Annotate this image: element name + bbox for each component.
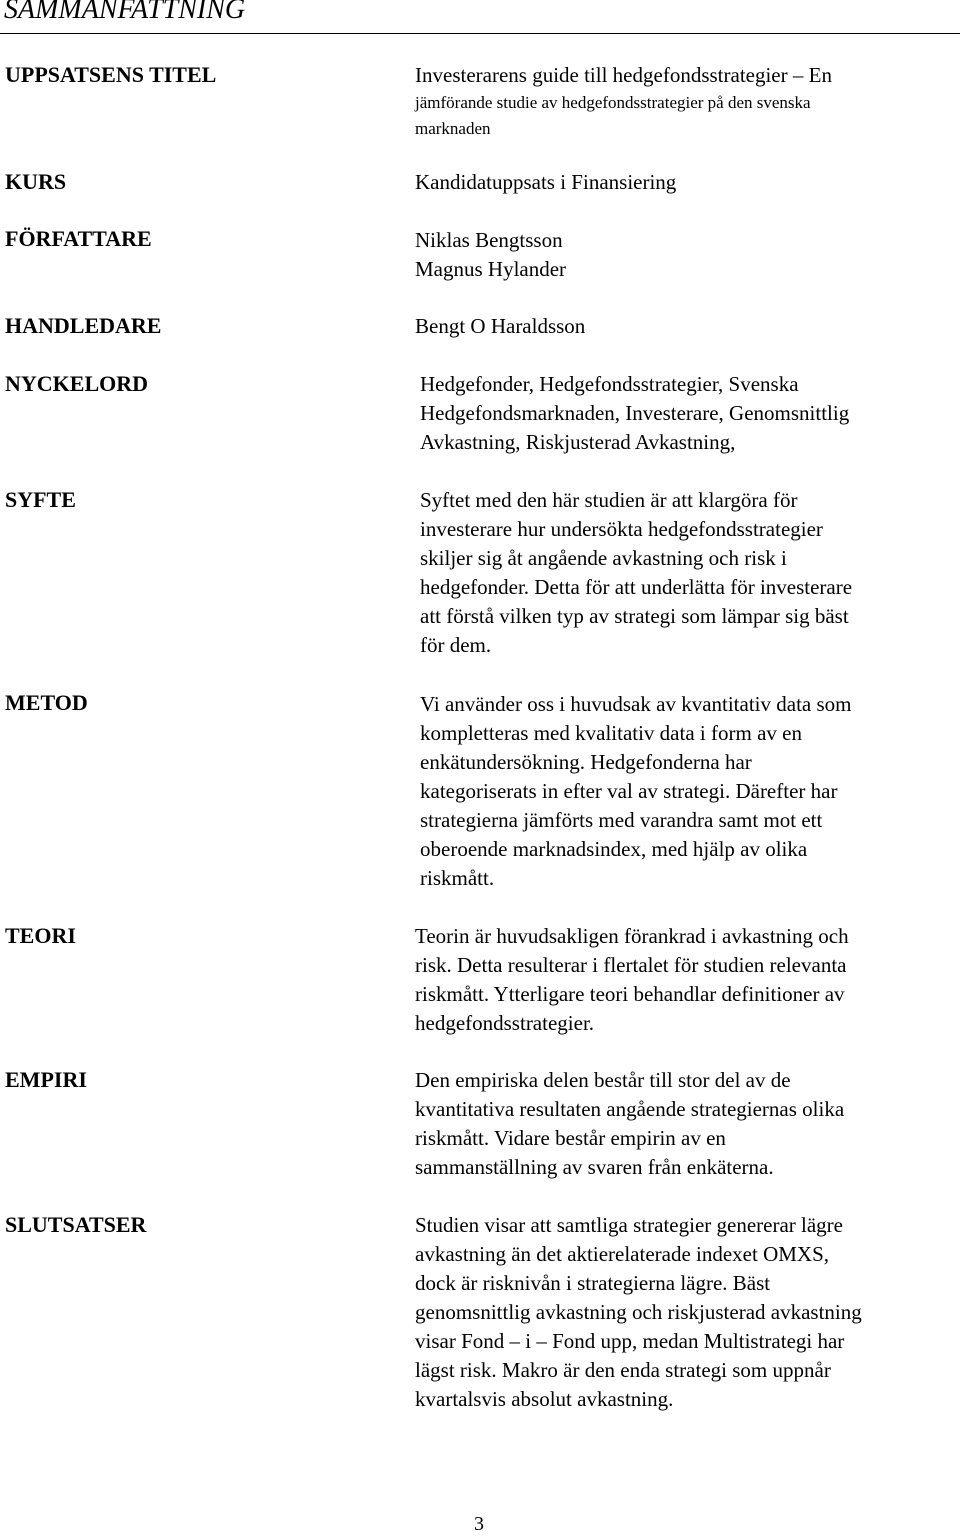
empiri-line: sammanställning av svaren från enkäterna. bbox=[415, 1155, 774, 1179]
label-metod: METOD bbox=[5, 690, 88, 715]
metod-line: strategierna jämförts med varandra samt mot ett bbox=[420, 808, 823, 832]
label-slutsatser: SLUTSATSER bbox=[5, 1212, 147, 1237]
label-teori: TEORI bbox=[5, 923, 76, 948]
value-handledare bbox=[415, 312, 955, 341]
empiri-line: Den empiriska delen består till stor del av de bbox=[415, 1068, 791, 1092]
teori-line: hedgefondsstrategier. bbox=[415, 1011, 595, 1035]
slutsatser-line: dock är risknivån i strategierna lägre. Bäst bbox=[415, 1271, 771, 1295]
slutsatser-line: Studien visar att samtliga strategier genererar lägre bbox=[415, 1213, 843, 1237]
syfte-line: hedgefonder. Detta för att underlätta för investerare bbox=[420, 575, 853, 599]
teori-line: Teorin är huvudsakligen förankrad i avkastning och bbox=[415, 924, 849, 948]
titel-line: jämförande studie av hedgefondsstrategier på den svenska bbox=[415, 93, 811, 112]
value-slutsatser bbox=[415, 1211, 955, 1414]
forfattare-line: Magnus Hylander bbox=[415, 257, 567, 281]
label-forfattare: FÖRFATTARE bbox=[5, 226, 152, 251]
page-title: SAMMANFATTNING bbox=[4, 0, 246, 25]
syfte-line: skiljer sig åt angående avkastning och risk i bbox=[420, 546, 787, 570]
metod-line: kompletteras med kvalitativ data i form av en bbox=[420, 721, 802, 745]
title-rule bbox=[0, 33, 960, 34]
metod-line: riskmått. bbox=[420, 866, 495, 890]
value-nyckelord bbox=[420, 370, 960, 457]
slutsatser-line: lägst risk. Makro är den enda strategi som uppnår bbox=[415, 1358, 831, 1382]
empiri-line: kvantitativa resultaten angående strategiernas olika bbox=[415, 1097, 845, 1121]
slutsatser-line: visar Fond – i – Fond upp, medan Multistrategi har bbox=[415, 1329, 845, 1353]
metod-line: kategoriserats in efter val av strategi. Därefter har bbox=[420, 779, 838, 803]
syfte-line: för dem. bbox=[420, 633, 492, 657]
syfte-line: att förstå vilken typ av strategi som lämpar sig bäst bbox=[420, 604, 849, 628]
teori-line: risk. Detta resulterar i flertalet för studien relevanta bbox=[415, 953, 847, 977]
value-forfattare bbox=[415, 226, 955, 284]
nyckelord-line: Hedgefondsmarknaden, Investerare, Genomsnittlig bbox=[420, 401, 850, 425]
label-nyckelord: NYCKELORD bbox=[5, 371, 149, 396]
label-kurs: KURS bbox=[5, 169, 67, 194]
value-teori bbox=[415, 922, 955, 1038]
slutsatser-line: kvartalsvis absolut avkastning. bbox=[415, 1387, 674, 1411]
teori-line: riskmått. Ytterligare teori behandlar definitioner av bbox=[415, 982, 845, 1006]
label-titel: UPPSATSENS TITEL bbox=[5, 62, 217, 87]
syfte-line: investerare hur undersökta hedgefondsstrategier bbox=[420, 517, 823, 541]
metod-line: enkätundersökning. Hedgefonderna har bbox=[420, 750, 752, 774]
titel-line: Investerarens guide till hedgefondsstrategier – En bbox=[415, 63, 832, 87]
label-handledare: HANDLEDARE bbox=[5, 313, 162, 338]
page-number: 3 bbox=[474, 1513, 484, 1535]
value-metod bbox=[420, 690, 960, 893]
nyckelord-line: Hedgefonder, Hedgefondsstrategier, Svenska bbox=[420, 372, 799, 396]
nyckelord-line: Avkastning, Riskjusterad Avkastning, bbox=[420, 430, 736, 454]
value-empiri bbox=[415, 1066, 955, 1182]
handledare-line: Bengt O Haraldsson bbox=[415, 314, 586, 338]
label-empiri: EMPIRI bbox=[5, 1067, 87, 1092]
value-syfte bbox=[420, 486, 960, 660]
metod-line: Vi använder oss i huvudsak av kvantitativ data som bbox=[420, 692, 852, 716]
value-titel bbox=[415, 61, 955, 142]
empiri-line: riskmått. Vidare består empirin av en bbox=[415, 1126, 726, 1150]
syfte-line: Syftet med den här studien är att klargöra för bbox=[420, 488, 798, 512]
titel-line: marknaden bbox=[415, 119, 491, 138]
value-kurs bbox=[415, 168, 955, 197]
label-syfte: SYFTE bbox=[5, 487, 76, 512]
kurs-line: Kandidatuppsats i Finansiering bbox=[415, 170, 677, 194]
metod-line: oberoende marknadsindex, med hjälp av olika bbox=[420, 837, 808, 861]
forfattare-line: Niklas Bengtsson bbox=[415, 228, 563, 252]
slutsatser-line: genomsnittlig avkastning och riskjusterad avkastning bbox=[415, 1300, 862, 1324]
slutsatser-line: avkastning än det aktierelaterade indexet OMXS, bbox=[415, 1242, 830, 1266]
